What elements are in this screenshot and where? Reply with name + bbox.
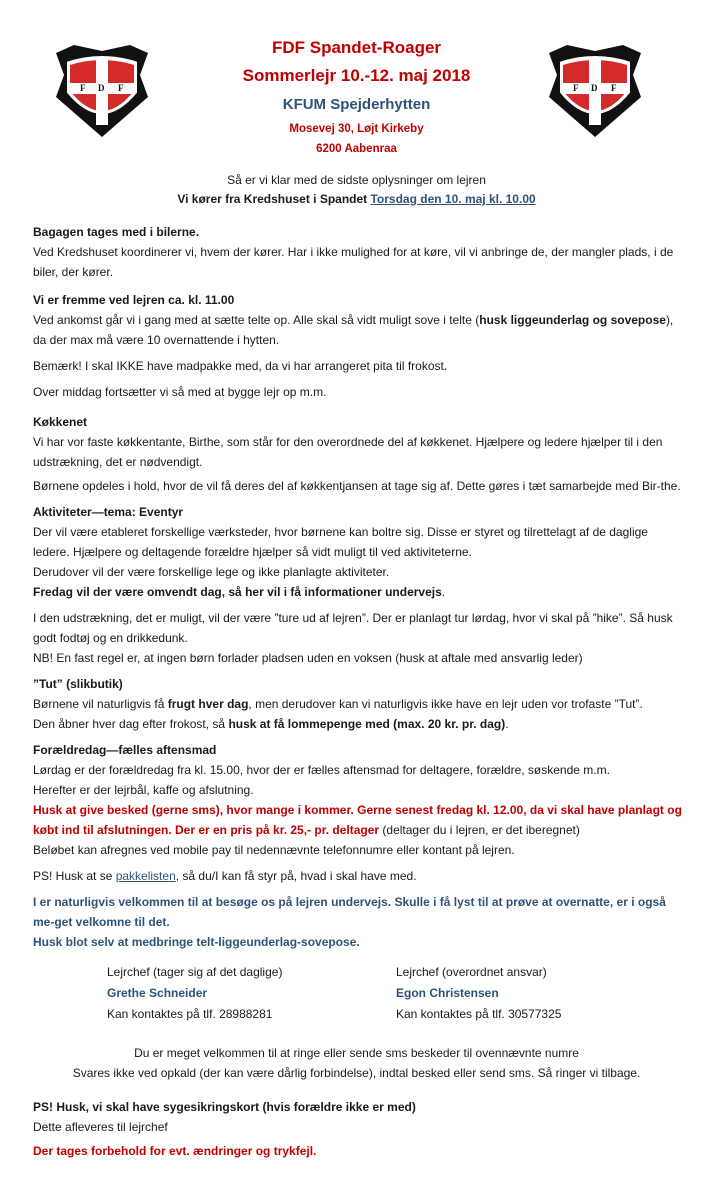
contact-left-role: Lejrchef (tager sig af det daglige)	[107, 965, 283, 979]
tut-text-2a: Den åbner hver dag efter frokost, så	[33, 717, 229, 731]
parents-rsvp	[33, 800, 683, 840]
tent-reminder: Husk blot selv at medbringe telt-liggeunderlag-sovepose.	[33, 935, 360, 949]
tut-text-2b: .	[505, 717, 509, 731]
parents-text-2: Herefter er der lejrbål, kaffe og afslutning.	[33, 783, 254, 797]
svg-text:D: D	[98, 83, 105, 93]
contact-right-name: Egon Christensen	[396, 986, 499, 1000]
closing-line-2: Svares ikke ved opkald (der kan være dårlig forbindelse), indtal besked eller send sms. Så ringer vi tilbage.	[72, 1066, 641, 1080]
departure-text: Vi kører fra Kredshuset i Spandet	[177, 192, 371, 206]
tut-text-1a: Børnene vil naturligvis få	[33, 697, 168, 711]
footer	[33, 1097, 683, 1161]
parents-rsvp-red: Husk at give besked (gerne sms), hvor mange i kommer. Gerne senest fredag kl. 12.00, da vi skal have planlagt og købt ind til afslutningen. Der er en pris på kr. 25,- pr. deltager	[33, 803, 682, 837]
activities-heading: Aktiviteter—tema: Eventyr	[33, 505, 184, 519]
camp-site: KFUM Spejderhytten	[282, 96, 431, 113]
intro-text: Så er vi klar med de sidste oplysninger om lejren	[227, 173, 486, 187]
arrive-heading: Vi er fremme ved lejren ca. kl. 11.00	[33, 293, 235, 307]
svg-text:F: F	[611, 83, 617, 93]
rule-text: NB! En fast regel er, at ingen børn forlader pladsen uden en voksen (husk at aftale med ansvarlig leder)	[33, 651, 583, 665]
parents-text-1: Lørdag er der forældredag fra kl. 15.00, hvor der er fælles aftensmad for deltagere, forældre, søskende m.m.	[33, 763, 610, 777]
tut-bold-2: husk at få lommepenge med (max. 20 kr. pr. dag)	[228, 717, 506, 731]
kitchen-text-1: Vi har vor faste køkkentante, Birthe, som står for den overordnede del af køkkenet. Hjælpere og ledere hjælper til i den udstrækning, det er nødvendigt.	[33, 435, 663, 469]
hand-in-note: Dette afleveres til lejrchef	[33, 1120, 168, 1134]
contact-left	[107, 962, 282, 1025]
insurance-note: PS! Husk, vi skal have sygesikringskort (hvis forældre ikke er med)	[33, 1100, 416, 1114]
baggage-text: Ved Kredshuset koordinerer vi, hvem der kører. Har i ikke mulighed for at køre, vil vi anbringe de, der mangler plads, i de biler, der kører.	[33, 245, 674, 279]
payment-text: Beløbet kan afregnes ved mobile pay til nedennævnte telefonnumre eller kontant på lejren.	[33, 843, 515, 857]
kitchen-heading: Køkkenet	[33, 415, 88, 429]
parents-heading: Forældredag—fælles aftensmad	[33, 743, 217, 757]
afternoon-text: Over middag fortsætter vi så med at bygge lejr op m.m.	[33, 385, 327, 399]
departure-link[interactable]: Torsdag den 10. maj kl. 10.00	[370, 192, 536, 206]
activities-dot: .	[441, 585, 446, 599]
contact-left-phone: Kan kontaktes på tlf. 28988281	[107, 1007, 273, 1021]
lunch-note: Bemærk! I skal IKKE have madpakke med, da vi har arrangeret pita til frokost.	[33, 359, 448, 373]
activities-bold: Fredag vil der være omvendt dag, så her vil i få informationer undervejs	[33, 585, 442, 599]
camp-dates: Sommerlejr 10.-12. maj 2018	[242, 66, 471, 85]
contact-right	[396, 962, 561, 1025]
svg-text:F: F	[80, 83, 86, 93]
contact-right-phone: Kan kontaktes på tlf. 30577325	[396, 1007, 562, 1021]
baggage-heading: Bagagen tages med i bilerne.	[33, 225, 200, 239]
kitchen-text-2: Børnene opdeles i hold, hvor de vil få deres del af køkkentjansen at tage sig af. Dette gøres i tæt samarbejde med Bir-the.	[33, 479, 681, 493]
svg-text:F: F	[573, 83, 579, 93]
contact-right-role: Lejrchef (overordnet ansvar)	[396, 965, 547, 979]
activities-bold-line	[33, 582, 683, 602]
packing-list-link[interactable]: pakkelisten	[115, 869, 176, 883]
svg-text:D: D	[591, 83, 598, 93]
packing-note	[33, 866, 683, 886]
activities-text-2: Derudover vil der være forskellige lege og ikke planlagte aktiviteter.	[33, 565, 390, 579]
arrive-text-b: ), da der max må være 10 overnattende i hytten.	[33, 313, 674, 347]
hike-text: I den udstrækning, det er muligt, vil der være ”ture ud af lejren”. Der er planlagt tur lørdag, hvor vi skal på ”hike”. Så husk godt fodtøj og en drikkedunk.	[33, 611, 673, 645]
main-content	[33, 222, 683, 952]
tut-text-1b: , men derudover kan vi naturligvis ikke have en lejr uden vor trofaste ”Tut”.	[248, 697, 643, 711]
welcome-visit: I er naturligvis velkommen til at besøge os på lejren undervejs. Skulle i få lyst til at prøve at overnatte, er i også me-get velkomne til det.	[33, 895, 666, 929]
departure-line	[0, 192, 713, 206]
camp-address: Mosevej 30, Løjt Kirkeby	[289, 123, 424, 135]
org-title: FDF Spandet-Roager	[271, 38, 442, 57]
camp-city: 6200 Aabenraa	[316, 143, 397, 155]
tut-bold-1: frugt hver dag	[167, 697, 249, 711]
tut-text-2	[33, 714, 683, 734]
activities-text-1: Der vil være etableret forskellige værksteder, hvor børnene kan boltre sig. Disse er styret og tilrettelagt af de daglige ledere. Hjælpere og deltagende forældre hjælper så vidt muligt til ved aktiviteterne.	[33, 525, 648, 559]
disclaimer: Der tages forbehold for evt. ændringer og trykfejl.	[33, 1144, 317, 1158]
tut-heading: ”Tut” (slikbutik)	[33, 677, 123, 691]
arrive-text	[33, 310, 683, 350]
tut-text-1	[33, 694, 683, 714]
svg-text:F: F	[118, 83, 124, 93]
arrive-text-a: Ved ankomst går vi i gang med at sætte telte op. Alle skal så vidt muligt sove i telte (	[33, 313, 480, 327]
packing-note-b: , så du/I kan få styr på, hvad i skal have med.	[175, 869, 417, 883]
arrive-text-bold: husk liggeunderlag og sovepose	[479, 313, 666, 327]
closing-line-1: Du er meget velkommen til at ringe eller sende sms beskeder til ovennævnte numre	[134, 1046, 579, 1060]
packing-note-a: PS! Husk at se	[33, 869, 116, 883]
parents-rsvp-note: (deltager du i lejren, er det iberegnet)	[379, 823, 580, 837]
contact-left-name: Grethe Schneider	[107, 986, 208, 1000]
